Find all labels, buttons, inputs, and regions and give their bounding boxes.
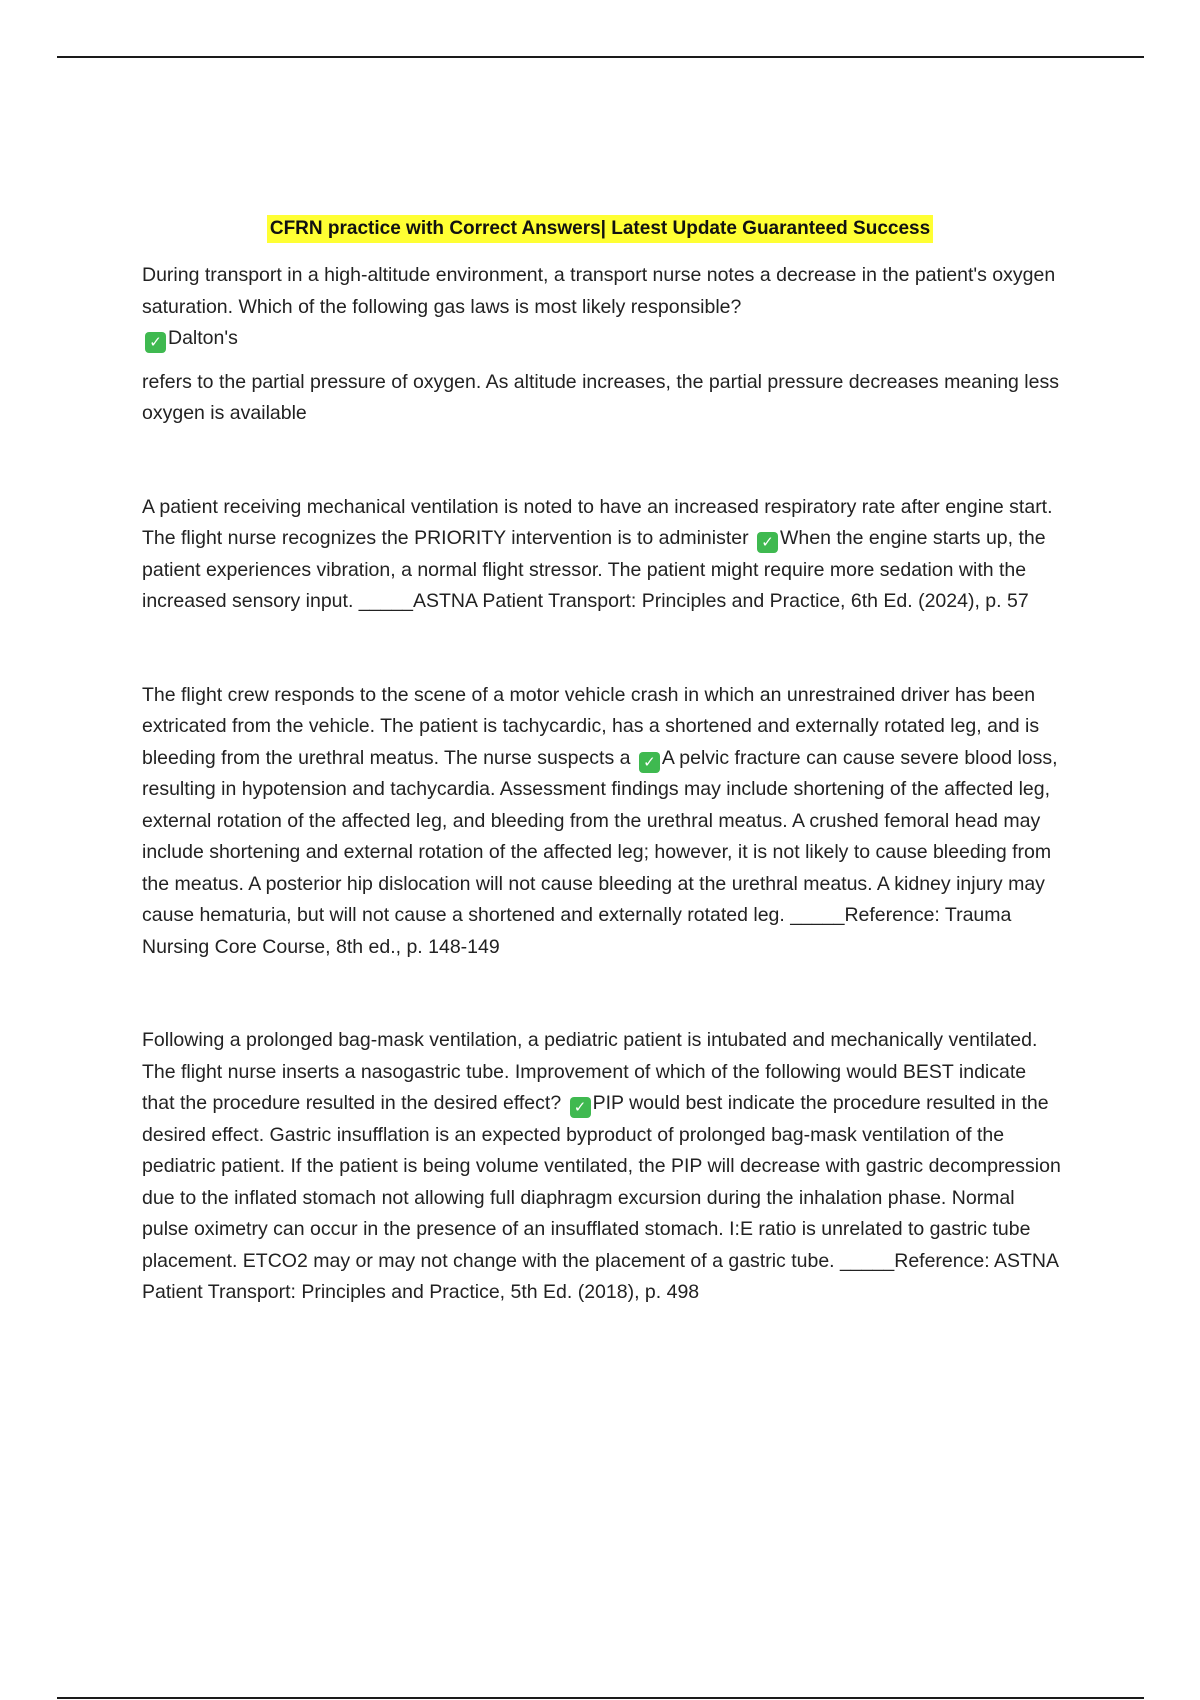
title-block <box>0 215 1200 243</box>
question-text: A patient receiving mechanical ventilation is noted to have an increased respiratory rate after engine start. The flight nurse recognizes the PRIORITY intervention is to administer <box>142 495 1053 549</box>
question-block-3 <box>142 680 1062 964</box>
answer-line <box>142 323 1062 355</box>
page-title: CFRN practice with Correct Answers| Latest Update Guaranteed Success <box>267 215 933 243</box>
check-mark-icon: ✓ <box>145 332 166 353</box>
bottom-rule <box>57 1697 1144 1699</box>
check-mark-icon: ✓ <box>757 532 778 553</box>
question-text: Following a prolonged bag-mask ventilation, a pediatric patient is intubated and mechanically ventilated. The flight nurse inserts a nasogastric tube. Improvement of which of the following would BEST indicate that the procedure resulted in the desired effect? <box>142 1029 1038 1114</box>
check-mark-icon: ✓ <box>639 752 660 773</box>
question-paragraph <box>142 492 1062 618</box>
question-block-1 <box>142 260 1062 430</box>
answer-text: PIP would best indicate the procedure resulted in the desired effect. Gastric insufflation is an expected byproduct of prolonged bag-mask ventilation of the pediatric patient. If the patient is being volume ventilated, the PIP will decrease with gastric decompression due to the inflated stomach not allowing full diaphragm excursion during the inhalation phase. Normal pulse oximetry can occur in the presence of an insufflated stomach. I:E ratio is unrelated to gastric tube placement. ETCO2 may or may not change with the placement of a gastric tube. _____Reference: ASTNA Patient Transport: Principles and Practice, 5th Ed. (2018), p. 498 <box>142 1092 1061 1303</box>
rationale-text: refers to the partial pressure of oxygen. As altitude increases, the partial pressure decreases meaning less oxygen is available <box>142 370 1059 424</box>
question-text: The flight crew responds to the scene of a motor vehicle crash in which an unrestrained driver has been extricated from the vehicle. The patient is tachycardic, has a shortened and externally rotated leg, and is bleeding from the urethral meatus. The nurse suspects a <box>142 683 1040 769</box>
answer-text: Dalton's <box>168 327 238 349</box>
question-text: During transport in a high-altitude environment, a transport nurse notes a decrease in the patient's oxygen saturation. Which of the following gas laws is most likely responsible? <box>142 264 1056 318</box>
answer-text: When the engine starts up, the patient experiences vibration, a normal flight stressor. The patient might require more sedation with the increased sensory input. _____ASTNA Patient Transport: Principles and Practice, 6th Ed. (2024), p. 57 <box>142 527 1046 612</box>
question-text <box>142 260 1062 355</box>
top-rule <box>57 56 1144 58</box>
question-paragraph <box>142 1025 1062 1309</box>
check-mark-icon: ✓ <box>570 1097 591 1118</box>
question-paragraph <box>142 680 1062 964</box>
question-block-2 <box>142 492 1062 618</box>
question-block-4 <box>142 1025 1062 1309</box>
answer-text: A pelvic fracture can cause severe blood loss, resulting in hypotension and tachycardia. Assessment findings may include shortening of the affected leg, external rotation of the affected leg, and bleeding from the urethral meatus. A crushed femoral head may include shortening and external rotation of the affected leg; however, it is not likely to cause bleeding from the meatus. A posterior hip dislocation will not cause bleeding at the urethral meatus. A kidney injury may cause hematuria, but will not cause a shortened and externally rotated leg. _____Reference: Trauma Nursing Core Course, 8th ed., p. 148-149 <box>142 746 1058 958</box>
document-body <box>142 260 1062 1309</box>
